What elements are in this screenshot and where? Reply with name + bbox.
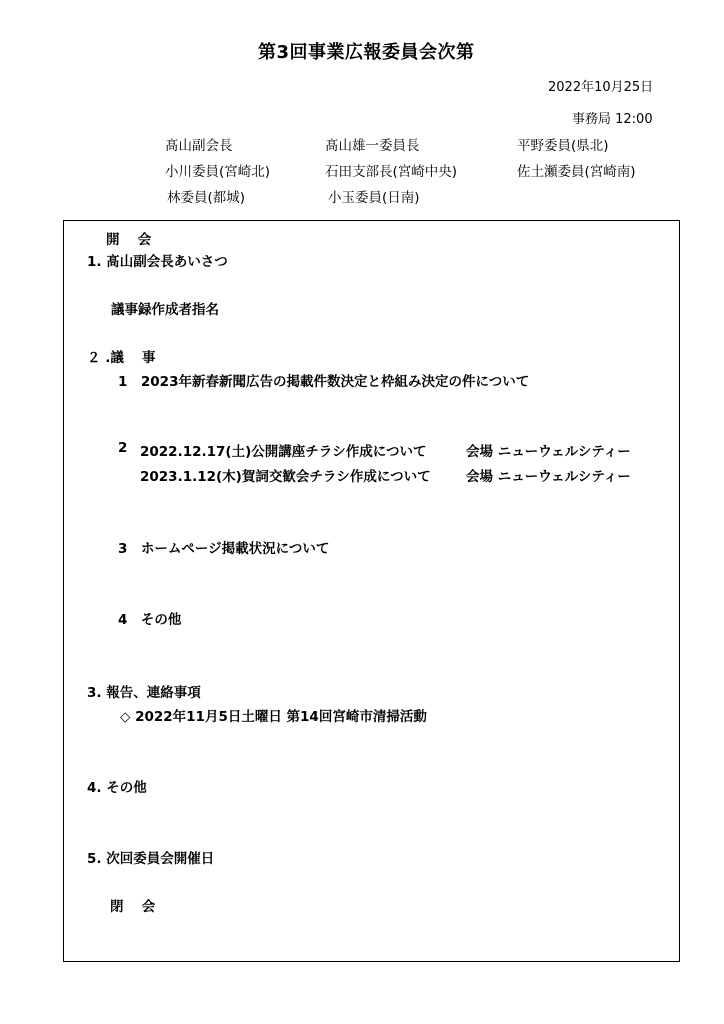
agenda-opening: 開 会 — [106, 232, 152, 248]
agenda-item-1-sub: 議事録作成者指名 — [111, 302, 219, 318]
attendee: 佐土瀬委員(宮崎南) — [517, 164, 636, 180]
agenda-item-2-2a-venue: 会場 ニューウェルシティー — [466, 444, 631, 460]
agenda-item-3: 3. 報告、連絡事項 — [87, 685, 201, 701]
agenda-item-2-2-number: 2 — [118, 440, 128, 456]
agenda-item-2: ２ .議 事 — [87, 350, 156, 366]
agenda-item-2-2b-venue: 会場 ニューウェルシティー — [466, 469, 631, 485]
attendee: 平野委員(県北) — [517, 138, 609, 154]
attendee: 小川委員(宮崎北) — [165, 164, 271, 180]
attendee: 髙山副会長 — [165, 138, 233, 154]
agenda-item-2-1: 1 2023年新春新聞広告の掲載件数決定と枠組み決定の件について — [118, 374, 530, 390]
agenda-item-3-1: ◇ 2022年11月5日土曜日 第14回宮崎市清掃活動 — [120, 709, 427, 725]
attendee: 小玉委員(日南) — [328, 190, 420, 206]
attendee: 石田支部長(宮崎中央) — [325, 164, 458, 180]
attendee: 林委員(都城) — [167, 190, 246, 206]
agenda-item-2-3: 3 ホームページ掲載状況について — [118, 541, 330, 557]
agenda-item-2-2b: 2023.1.12(木)賀詞交歓会チラシ作成について — [140, 469, 431, 485]
meeting-date: 2022年10月25日 — [548, 80, 654, 95]
meeting-location-time: 事務局 12:00 — [572, 112, 653, 127]
attendee: 髙山雄一委員長 — [325, 138, 420, 154]
agenda-item-1: 1. 髙山副会長あいさつ — [87, 254, 228, 270]
agenda-closing: 閉 会 — [110, 899, 156, 915]
agenda-item-4: 4. その他 — [87, 780, 147, 796]
document-title: 第3回事業広報委員会次第 — [258, 42, 475, 63]
agenda-item-5: 5. 次回委員会開催日 — [87, 851, 215, 867]
agenda-item-2-4: 4 その他 — [118, 612, 182, 628]
agenda-item-2-2a: 2022.12.17(土)公開講座チラシ作成について — [140, 444, 427, 460]
